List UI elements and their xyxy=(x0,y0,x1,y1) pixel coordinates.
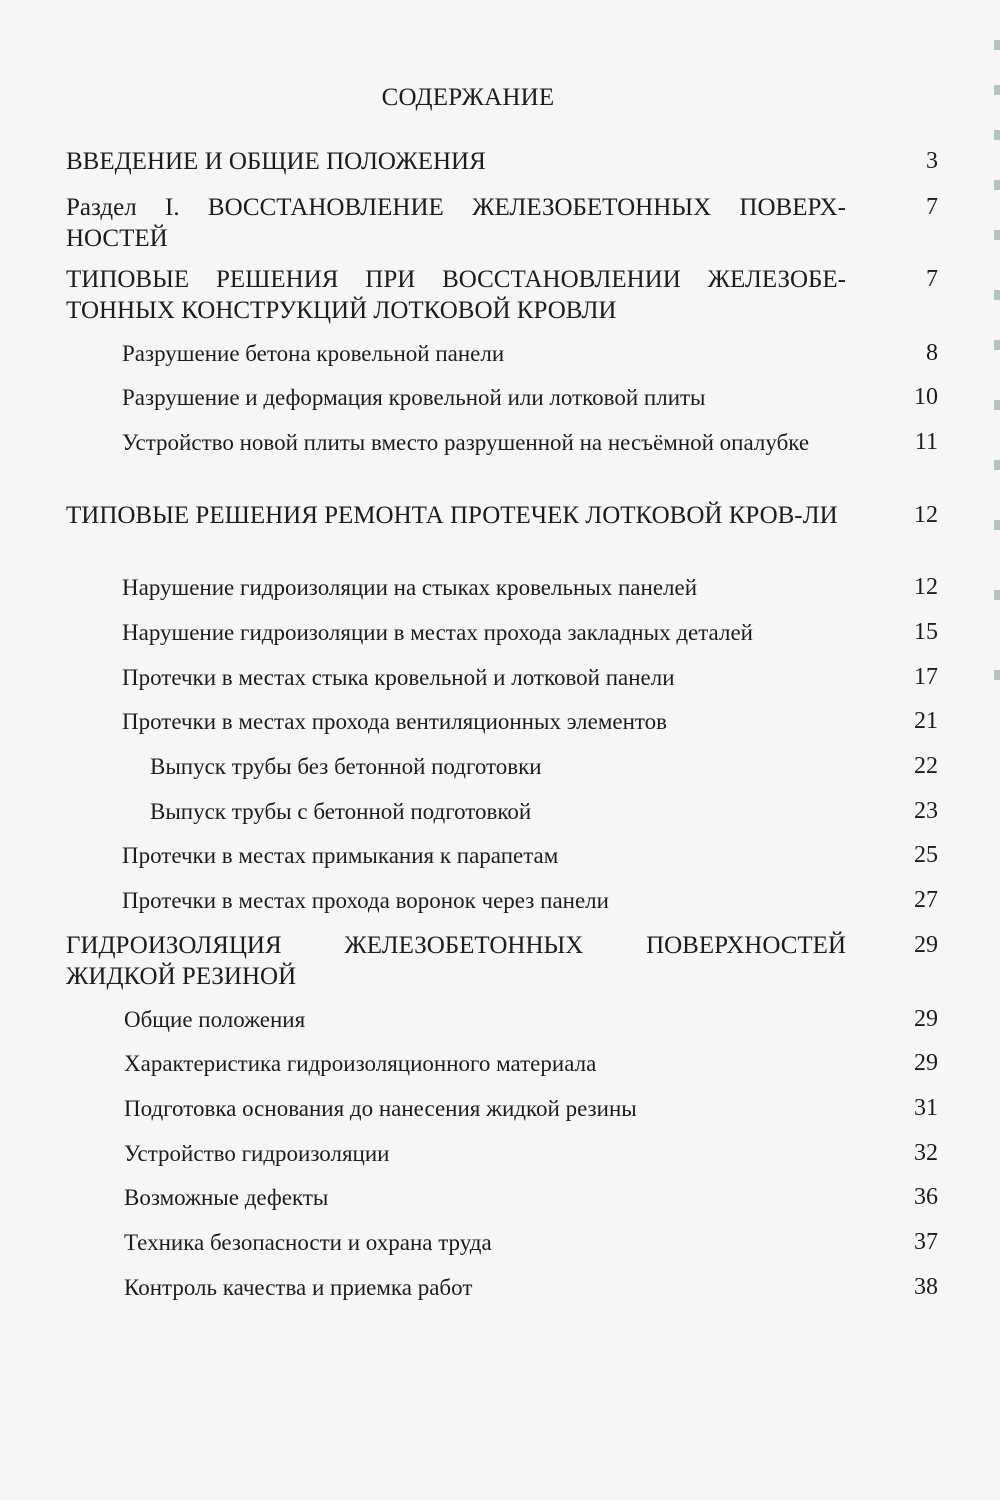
toc-entry-page: 22 xyxy=(914,753,938,779)
toc-entry-text: ГИДРОИЗОЛЯЦИЯ ЖЕЛЕЗОБЕТОННЫХ ПОВЕРХНОСТЕЙ ЖИДКОЙ РЕЗИНОЙ xyxy=(66,932,846,990)
toc-entry-page: 10 xyxy=(914,384,938,410)
toc-entry-page: 7 xyxy=(926,194,938,220)
toc-entry-text: Устройство новой плиты вместо разрушенной на несъёмной опалубке xyxy=(122,430,810,455)
toc-entry-text: Разрушение бетона кровельной панели xyxy=(122,341,505,366)
toc-entry-page: 29 xyxy=(914,932,938,958)
toc-entry-text: Протечки в местах стыка кровельной и лотковой панели xyxy=(122,665,675,690)
scan-edge-marks xyxy=(994,30,1000,1230)
toc-entry-text: Выпуск трубы без бетонной подготовки xyxy=(150,754,542,779)
toc-entry-text: Протечки в местах прохода вентиляционных элементов xyxy=(122,709,668,734)
toc-entry-page: 17 xyxy=(914,664,938,690)
toc-entry-page: 21 xyxy=(914,708,938,734)
toc-entry-page: 37 xyxy=(914,1229,938,1255)
toc-entry-text: Протечки в местах примыкания к парапетам xyxy=(122,843,559,868)
toc-entry-text: Протечки в местах прохода воронок через панели xyxy=(122,888,609,913)
toc-entry-text: Устройство гидроизоляции xyxy=(124,1141,390,1166)
toc-entry-text: Выпуск трубы с бетонной подготовкой xyxy=(150,799,532,824)
toc-entry-page: 8 xyxy=(926,340,938,366)
toc-entry-text: Нарушение гидроизоляции на стыках кровельных панелей xyxy=(122,575,698,600)
toc-entry-page: 3 xyxy=(926,148,938,174)
toc-entry-text: Подготовка основания до нанесения жидкой резины xyxy=(124,1096,637,1121)
toc-entry-page: 25 xyxy=(914,842,938,868)
toc-entry-page: 27 xyxy=(914,887,938,913)
toc-entry-page: 12 xyxy=(914,574,938,600)
toc-entry-page: 38 xyxy=(914,1274,938,1300)
toc-entry-page: 15 xyxy=(914,619,938,645)
toc-entry-text: ТИПОВЫЕ РЕШЕНИЯ РЕМОНТА ПРОТЕЧЕК ЛОТКОВОЙ КРОВ-ЛИ xyxy=(66,502,838,529)
toc-entry-page: 29 xyxy=(914,1006,938,1032)
toc-title: СОДЕРЖАНИЕ xyxy=(381,84,555,111)
toc-entry-page: 23 xyxy=(914,798,938,824)
toc-entry-text: Нарушение гидроизоляции в местах прохода закладных деталей xyxy=(122,620,753,645)
toc-entry-text: Контроль качества и приемка работ xyxy=(124,1275,473,1300)
toc-entry-page: 36 xyxy=(914,1184,938,1210)
toc-entry-text: Общие положения xyxy=(124,1007,306,1032)
toc-entry-page: 31 xyxy=(914,1095,938,1121)
toc-entry-text: Техника безопасности и охрана труда xyxy=(124,1230,492,1255)
toc-entry-text: ТИПОВЫЕ РЕШЕНИЯ ПРИ ВОССТАНОВЛЕНИИ ЖЕЛЕЗОБЕ-ТОННЫХ КОНСТРУКЦИЙ ЛОТКОВОЙ КРОВЛИ xyxy=(66,266,846,324)
toc-entry-text: Характеристика гидроизоляционного материала xyxy=(124,1051,597,1076)
toc-entry-page: 29 xyxy=(914,1050,938,1076)
toc-entry-text: ВВЕДЕНИЕ И ОБЩИЕ ПОЛОЖЕНИЯ xyxy=(66,148,486,175)
toc-entry-text: Возможные дефекты xyxy=(124,1185,329,1210)
toc-entry-page: 12 xyxy=(914,502,938,528)
toc-entry-page: 7 xyxy=(926,266,938,292)
toc-entry-page: 32 xyxy=(914,1140,938,1166)
toc-entry-text: Разрушение и деформация кровельной или лотковой плиты xyxy=(122,385,706,410)
toc-entry-page: 11 xyxy=(914,429,938,455)
toc-entry-text: Раздел I. ВОССТАНОВЛЕНИЕ ЖЕЛЕЗОБЕТОННЫХ ПОВЕРХ-НОСТЕЙ xyxy=(66,194,846,252)
